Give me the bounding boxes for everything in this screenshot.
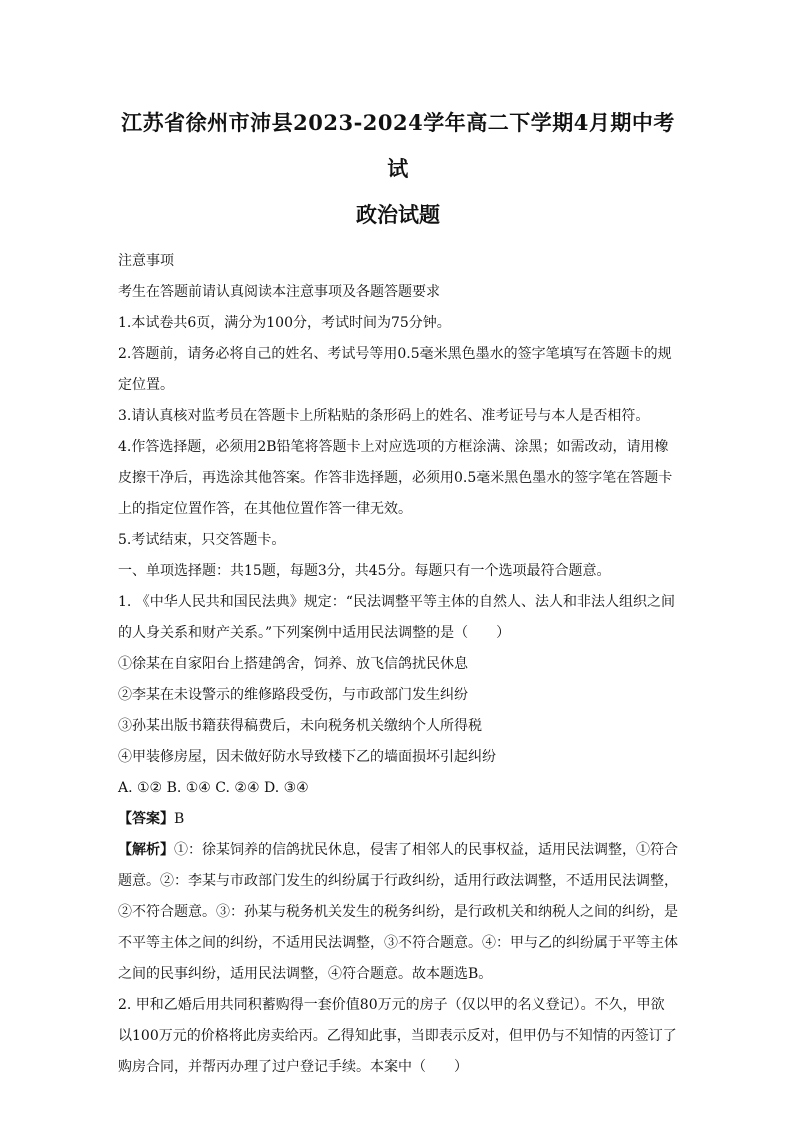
notice-item: 3.请认真核对监考员在答题卡上所粘贴的条形码上的姓名、准考证号与本人是否相符。 [118,408,650,424]
notice-intro: 考生在答题前请认真阅读本注意事项及各题答题要求 [118,284,440,300]
question-1-answer [118,804,678,835]
analysis-label: 【解析】 [118,842,174,858]
doc-title: 江苏省徐州市沛县2023-2024学年高二下学期4月期中考试 [121,110,675,181]
question-1-item: ①徐某在自家阳台上搭建鸽舍，饲养、放飞信鸽扰民休息 [118,656,468,672]
question-1-analysis [118,835,678,990]
notice-item: 4.作答选择题，必须用2B铅笔将答题卡上对应选项的方框涂满、涂黑；如需改动，请用橡皮擦干净后，再选涂其他答案。作答非选择题，必须用0.5毫米黑色墨水的签字笔在答题卡上的指定位置作答，在其他位置作答一律无效。 [118,439,673,517]
doc-subtitle: 政治试题 [356,202,440,227]
notice-heading: 注意事项 [118,253,174,269]
question-2-stem: 2. 甲和乙婚后用共同积蓄购得一套价值80万元的房子（仅以甲的名义登记）。不久，甲欲以100万元的价格将此房卖给丙。乙得知此事，当即表示反对，但甲仍与不知情的丙签订了购房合同，并帮丙办理了过户登记手续。本案中（ ） [118,997,677,1075]
answer-value: B [174,811,185,827]
notice-item: 5.考试结束，只交答题卡。 [118,532,286,548]
notice-item: 1.本试卷共6页，满分为100分，考试时间为75分钟。 [118,315,451,331]
question-1-item: ②李某在未设警示的维修路段受伤，与市政部门发生纠纷 [118,687,468,703]
answer-label: 【答案】 [118,811,174,827]
question-1-options: A. ①② B. ①④ C. ②④ D. ③④ [118,780,309,796]
section-heading: 一、单项选择题：共15题，每题3分，共45分。每题只有一个选项最符合题意。 [118,563,611,579]
question-1-stem: 1. 《中华人民共和国民法典》规定：“民法调整平等主体的自然人、法人和非法人组织之间的人身关系和财产关系。”下列案例中适用民法调整的是（ ） [118,594,675,641]
question-1-item: ④甲装修房屋，因未做好防水导致楼下乙的墙面损坏引起纠纷 [118,749,496,765]
notice-item: 2.答题前，请务必将自己的姓名、考试号等用0.5毫米黑色墨水的签字笔填写在答题卡的规定位置。 [118,346,672,393]
analysis-text: ①：徐某饲养的信鸽扰民休息，侵害了相邻人的民事权益，适用民法调整，①符合题意。②：李某与市政部门发生的纠纷属于行政纠纷，适用行政法调整，不适用民法调整，②不符合题意。③：孙某与税务机关发生的税务纠纷，是行政机关和纳税人之间的纠纷，是不平等主体之间的纠纷，不适用民法调整，③不符合题意。④：甲与乙的纠纷属于平等主体之间的民事纠纷，适用民法调整，④符合题意。故本题选B。 [118,842,678,982]
question-1-item: ③孙某出版书籍获得稿费后，未向税务机关缴纳个人所得税 [118,718,482,734]
